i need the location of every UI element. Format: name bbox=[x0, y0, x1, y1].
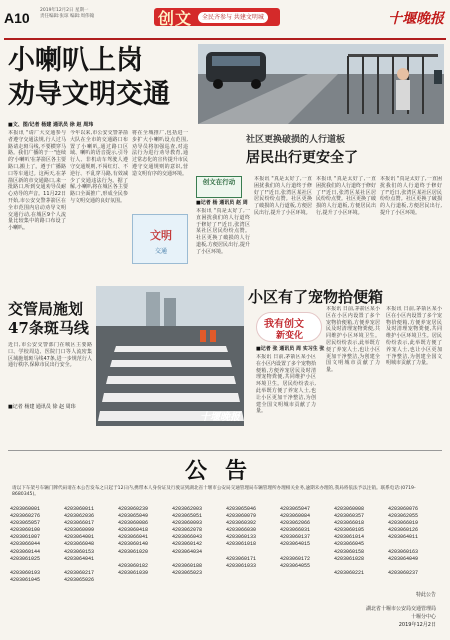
editor-line: 责任编辑:张琼 编辑:周伟翰 bbox=[40, 14, 94, 19]
vehicle-id-cell bbox=[10, 563, 62, 570]
campaign-banner bbox=[154, 6, 280, 28]
vehicle-id-cell: 4203060093 bbox=[172, 520, 203, 527]
vehicle-id-cell: 4203061039 bbox=[118, 569, 149, 576]
vehicle-id-cell bbox=[388, 563, 440, 570]
lead-byline: ■文、图/记者 杨建 通讯员 徐 赵 周玮 bbox=[8, 122, 94, 128]
street-scene-image bbox=[198, 44, 444, 124]
vehicle-id-cell bbox=[172, 556, 224, 563]
vehicle-id-cell: 4203066017 bbox=[64, 520, 95, 527]
vehicle-id-cell bbox=[226, 570, 278, 577]
vehicle-id-cell bbox=[64, 563, 116, 570]
vehicle-id-cell bbox=[226, 549, 278, 556]
vehicle-id-cell: 4203062055 bbox=[388, 513, 419, 520]
vehicle-id-cell: 4203060237 bbox=[388, 569, 419, 576]
vehicle-id-cell: 4203065057 bbox=[10, 520, 41, 527]
vehicle-id-cell: 4203062003 bbox=[172, 506, 203, 512]
vehicle-id-cell: 4203065046 bbox=[226, 506, 257, 512]
vehicle-id-cell bbox=[172, 577, 224, 584]
civilization-graphic-art bbox=[133, 215, 189, 265]
vehicle-id-cell: 4203060171 bbox=[226, 555, 257, 562]
lead-headline-line1: 小喇叭上岗 bbox=[8, 45, 143, 76]
vehicle-id-cell: 4203060172 bbox=[280, 555, 311, 562]
section2-column-3: 本报讯 "真是太好了,一直困扰我们的人行道终于修好了!"近日,张湾区某社区居民纷纷点赞。社区更换了破损的人行道板,方便居民出行,提升了小区环境。 bbox=[316, 176, 376, 216]
vehicle-id-cell: 4203066045 bbox=[334, 541, 365, 548]
banner-logo: 创文 bbox=[158, 9, 193, 28]
vehicle-id-cell bbox=[280, 570, 332, 577]
crosswalk-photo-credit: 十堰晚报 bbox=[200, 412, 240, 423]
vehicle-id-cell: 4203060100 bbox=[10, 527, 41, 534]
vehicle-id-cell: 4203060144 bbox=[10, 548, 41, 555]
vehicle-id-cell: 4203061045 bbox=[10, 576, 41, 583]
notice-signoff: 特此公告 bbox=[415, 592, 436, 598]
vehicle-id-cell: 4203066041 bbox=[118, 534, 149, 541]
vehicle-id-cell: 4203064034 bbox=[172, 548, 203, 555]
vehicle-id-cell: 4203061020 bbox=[118, 548, 149, 555]
section4-byline: ■记者 张 通讯员 周 实习生 张 bbox=[256, 346, 325, 352]
vehicle-id-cell: 4203064015 bbox=[280, 541, 311, 548]
vehicle-id-cell: 4203065051 bbox=[172, 513, 203, 520]
vehicle-id-cell: 4203066043 bbox=[172, 534, 203, 541]
vehicle-id-cell: 4203065023 bbox=[172, 569, 203, 576]
vehicle-id-cell: 4203062036 bbox=[64, 513, 95, 520]
vehicle-id-cell: 4203065049 bbox=[118, 513, 149, 520]
section2-column-2: 本报讯 "真是太好了,一直困扰我们的人行道终于修好了!"近日,张湾区某社区居民纷纷点赞。社区更换了破损的人行道板,方便居民出行,提升了小区环境。 bbox=[254, 176, 312, 216]
lead-headline bbox=[8, 44, 170, 112]
crosswalk-photo bbox=[96, 286, 244, 426]
vehicle-id-cell: 4203066031 bbox=[280, 527, 311, 534]
section2-stamp: 创文在行动 bbox=[196, 176, 242, 198]
vehicle-id-cell: 4203060239 bbox=[118, 506, 149, 512]
vehicle-id-cell: 4203066019 bbox=[388, 520, 419, 527]
section4-badge-line1: 我有创文 bbox=[264, 319, 304, 330]
vehicle-id-cell: 4203060153 bbox=[64, 548, 95, 555]
vehicle-id-cell: 4203060133 bbox=[226, 534, 257, 541]
section4-column-1: 本报讯 日前,茅箭区某小区在小区内设置了多个宠物拾便箱,方便养宠居民及时清理宠物粪便,共同维护小区环境卫生。居民纷纷表示,此举既方便了养宠人士,也让小区更加干净整洁,为创建全国文明城市贡献了力量。 bbox=[256, 354, 316, 415]
vehicle-id-cell: 4203060188 bbox=[172, 562, 203, 569]
section2-headline: 居民出行更安全了 bbox=[246, 150, 358, 166]
vehicle-id-cell: 4203060217 bbox=[64, 569, 95, 576]
vehicle-id-cell: 4203060357 bbox=[334, 513, 365, 520]
vehicle-id-cell bbox=[118, 577, 170, 584]
section2-column-1: 本报讯 "真是太好了,一直困扰我们的人行道终于修好了!"近日,张湾区某社区居民纷纷点赞。社区更换了破损的人行道板,方便居民出行,提升了小区环境。 bbox=[196, 208, 250, 255]
banner-slogan: 全民齐参与 共建文明城 bbox=[198, 12, 268, 23]
section2-byline: ■记者 杨 通讯员 赵 周 bbox=[196, 200, 248, 206]
section4-headline: 小区有了宠物拾便箱 bbox=[248, 288, 384, 306]
section3-headline-line2: 47条斑马线 bbox=[8, 319, 89, 337]
vehicle-id-cell: 4203061018 bbox=[226, 541, 257, 548]
vehicle-id-cell: 4203060193 bbox=[10, 569, 41, 576]
vehicle-id-cell: 4203061007 bbox=[10, 534, 41, 541]
vehicle-id-cell: 4203060086 bbox=[118, 520, 149, 527]
section4-column-2: 本报讯 日前,茅箭区某小区在小区内设置了多个宠物拾便箱,方便养宠居民及时清理宠物粪便,共同维护小区环境卫生。居民纷纷表示,此举既方便了养宠人士,也让小区更加干净整洁,为创建全国文明城市贡献了力量。 bbox=[326, 306, 380, 374]
section4-badge bbox=[256, 312, 322, 342]
section4-column-3: 本报讯 日前,茅箭区某小区在小区内设置了多个宠物拾便箱,方便养宠居民及时清理宠物粪便,共同维护小区环境卫生。居民纷纷表示,此举既方便了养宠人士,也让小区更加干净整洁,为创建全国文明城市贡献了力量。 bbox=[386, 306, 442, 367]
vehicle-id-cell: 4203061028 bbox=[334, 555, 365, 562]
vehicle-id-cell: 4203060221 bbox=[334, 569, 365, 576]
vehicle-id-cell: 4203060418 bbox=[118, 527, 149, 534]
vehicle-id-cell: 4203065047 bbox=[280, 506, 311, 512]
vehicle-id-cell: 4203064055 bbox=[280, 562, 311, 569]
vehicle-id-cell: 4203066030 bbox=[226, 527, 257, 534]
section3-body: 近日,市公安交警部门在城区主要路口、学校周边、医院门口等人流密集区域施划斑马线47条,进一步规范行人通行秩序,保障市民出行安全。 bbox=[8, 342, 92, 369]
vehicle-id-cell: 4203064049 bbox=[388, 555, 419, 562]
notice-issuer: 湖北省十堰市公安局交通管理局 bbox=[365, 606, 436, 612]
masthead: 十堰晚报 bbox=[388, 11, 444, 27]
vehicle-id-table bbox=[10, 506, 440, 584]
vehicle-id-cell: 4203061014 bbox=[334, 534, 365, 541]
vehicle-id-cell: 4203060011 bbox=[64, 506, 95, 512]
vehicle-id-cell: 4203066018 bbox=[334, 520, 365, 527]
notice-title: 公告 bbox=[184, 458, 265, 484]
section2-kicker: 社区更换破损的人行道板 bbox=[246, 135, 346, 145]
vehicle-id-cell: 4203060008 bbox=[334, 506, 365, 512]
lead-column-3: 将在全城推广,包括进一步扩大小喇叭设点范围,劝导员将加强巡查,对违法行为进行劝导教育,通过常态化的宣传提升市民遵守交通规则的意识,营造文明有序的交通环境。 bbox=[132, 130, 188, 177]
notice-rule bbox=[8, 450, 442, 451]
vehicle-id-cell: 4203060126 bbox=[388, 527, 419, 534]
vehicle-id-cell: 4203060276 bbox=[10, 513, 41, 520]
lead-column-2: 今年以来,市公安交警茅箭大队在全市的交通路口布置了小喇叭,通过路口区域、喇叭的语音提示,引导行人、非机动车驾驶人遵守交通规则,不闯红灯、不逆行、不乱穿马路,有效减少了交通违法行为。据了解,小喇叭将在城区各主要路口全面推广,形成全民参与文明交通的良好氛围。 bbox=[70, 130, 128, 204]
lead-photo bbox=[198, 44, 444, 124]
notice-date: 2019年12月2日 bbox=[398, 622, 436, 628]
vehicle-id-cell: 4203060084 bbox=[280, 513, 311, 520]
vehicle-id-cell: 4203065026 bbox=[64, 576, 95, 583]
crosswalk-image bbox=[96, 286, 244, 426]
vehicle-id-cell: 4203061025 bbox=[10, 555, 41, 562]
vehicle-id-cell: 4203060182 bbox=[118, 562, 149, 569]
vehicle-id-cell: 4203060137 bbox=[280, 534, 311, 541]
vehicle-id-cell: 4203061033 bbox=[226, 562, 257, 569]
vehicle-id-cell: 4203062066 bbox=[280, 520, 311, 527]
vehicle-id-cell bbox=[334, 563, 386, 570]
lead-column-1: 本报讯 "请广大交通参与者遵守交通法规,行人过马路请走斑马线,不要横穿马路。我们广播的于一"连续的'小喇叭'在茅箭区各主要路口,搬上了。遵于广播路口等车通过。这两天,在茅箭区新的市交通路口,来一批路口,听到交通劝导员耐心劝导的声音。11月22日开始,市公安交警茅箭区在全市范围内启动劝导文明交通行动,在城区9个人流量比较集中的路口布设了小喇叭。 bbox=[8, 130, 66, 232]
civilization-graphic bbox=[132, 214, 188, 264]
page-header bbox=[4, 4, 446, 40]
vehicle-id-cell: 4203066044 bbox=[10, 541, 41, 548]
svg-text:交通: 交通 bbox=[154, 248, 168, 255]
vehicle-id-cell: 4203060079 bbox=[226, 513, 257, 520]
vehicle-id-cell: 4203060076 bbox=[388, 506, 419, 512]
section3-byline: ■记者 杨建 通讯员 徐 赵 周玮 bbox=[8, 404, 76, 410]
svg-text:文明: 文明 bbox=[150, 229, 172, 242]
page-number: A10 bbox=[4, 10, 30, 26]
lead-headline-line2: 劝导文明交通 bbox=[8, 79, 170, 110]
vehicle-id-cell: 4203062078 bbox=[172, 527, 203, 534]
section2-column-4: 本报讯 "真是太好了,一直困扰我们的人行道终于修好了!"近日,张湾区某社区居民纷纷点赞。社区更换了破损的人行道板,方便居民出行,提升了小区环境。 bbox=[380, 176, 442, 216]
header-date bbox=[40, 8, 120, 20]
vehicle-id-cell bbox=[118, 556, 170, 563]
notice-body: 请以下车架号车辆门牌代码请在本公告发布之日起于12日内,携带本人身份证及行驶证到湖北省十堰市公安局交通管理局车辆管理所办理相关业务,逾期未办理的,我局将依法予以注销。联系电话:(0719-8680345)。 bbox=[12, 486, 416, 498]
vehicle-id-cell: 4203060099 bbox=[64, 527, 95, 534]
vehicle-id-cell: 4203066048 bbox=[64, 541, 95, 548]
date-line: 2019年12月2日 星期一 bbox=[40, 8, 89, 13]
section3-headline bbox=[8, 300, 89, 338]
vehicle-id-cell: 4203060163 bbox=[388, 548, 419, 555]
section4-badge-line2: 新变化 bbox=[276, 331, 304, 341]
vehicle-id-cell: 4203064011 bbox=[388, 534, 419, 541]
notice-issuer-branch: 十堰分中心 bbox=[410, 614, 436, 620]
section3-headline-line1: 交管局施划 bbox=[8, 300, 84, 318]
vehicle-id-cell bbox=[280, 549, 332, 556]
vehicle-id-cell: 4203064041 bbox=[64, 555, 95, 562]
vehicle-id-cell: 4203060105 bbox=[334, 527, 365, 534]
vehicle-id-cell: 4203060001 bbox=[10, 506, 41, 512]
vehicle-id-cell: 4203060392 bbox=[226, 520, 257, 527]
vehicle-id-cell: 4203060140 bbox=[118, 541, 149, 548]
vehicle-id-cell: 4203064001 bbox=[64, 534, 95, 541]
vehicle-id-cell: 4203060142 bbox=[172, 541, 203, 548]
vehicle-id-cell: 4203060158 bbox=[334, 548, 365, 555]
vehicle-id-cell bbox=[388, 541, 440, 548]
